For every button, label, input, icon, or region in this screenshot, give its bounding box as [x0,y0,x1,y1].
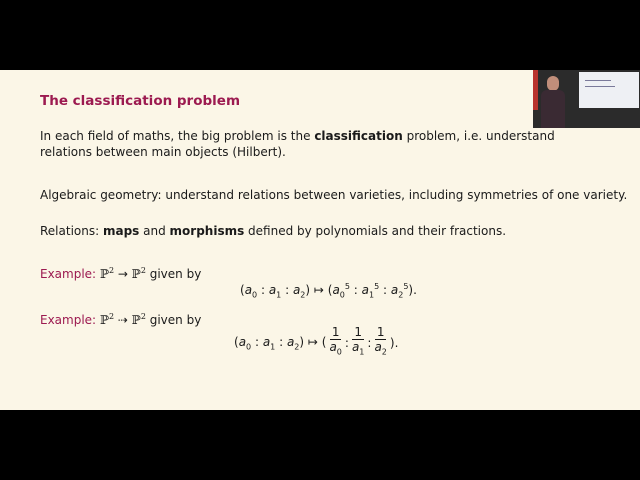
projective-plane-symbol: ℙ$^2$ [99,312,115,327]
speaker-video-overlay [533,70,640,128]
paragraph-relations [40,223,506,239]
example-label: Example: [40,313,97,327]
fraction: $\frac{1}{a_2}$ [374,325,387,357]
formula-power-map: ($a_0$ : $a_1$ : $a_2$) ↦ ($a_0^5$ : $a_1^5$ : $a_2^5$). [240,282,417,300]
example-rational-map [40,312,201,327]
speaker-head [547,76,559,91]
projective-plane-symbol: ℙ$^2$ [99,266,115,281]
para1-text-start: In each field of maths, the big problem is the [40,129,315,143]
paragraph-classification [40,128,580,160]
example-morphism [40,266,201,281]
speaker-body [541,90,565,128]
para3-bold-maps: maps [102,224,140,238]
para3-text-end: defined by polynomials and their fractions. [244,224,507,238]
projector-screen [579,72,639,108]
projective-plane-symbol: ℙ$^2$ [131,312,146,327]
formula-cremona-map: ($a_0$ : $a_1$ : $a_2$) ↦ ( $\frac{1}{a_0}$ : $\frac{1}{a_1}$ : $\frac{1}{a_2}$ ). [234,326,398,359]
fraction: $\frac{1}{a_0}$ [329,325,342,357]
projective-plane-symbol: ℙ$^2$ [131,266,146,281]
slide-title: The classification problem [40,93,241,109]
para3-text-mid: and [139,224,170,238]
background-red-panel [533,70,538,110]
given-by-text: given by [149,313,202,327]
para3-bold-morphisms: morphisms [169,224,245,238]
fraction: $\frac{1}{a_1}$ [351,325,365,357]
para1-text-end: problem, i.e. understand relations between main objects (Hilbert). [40,129,555,159]
rational-map-arrow: ⇢ [117,313,128,327]
morphism-arrow: → [117,267,128,281]
para1-bold-classification: classification [314,129,403,143]
para3-text-start: Relations: [40,224,103,238]
example-label: Example: [40,267,97,281]
paragraph-algebraic-geometry: Algebraic geometry: understand relations between varieties, including symmetries of one variety. [40,188,628,202]
given-by-text: given by [149,267,202,281]
